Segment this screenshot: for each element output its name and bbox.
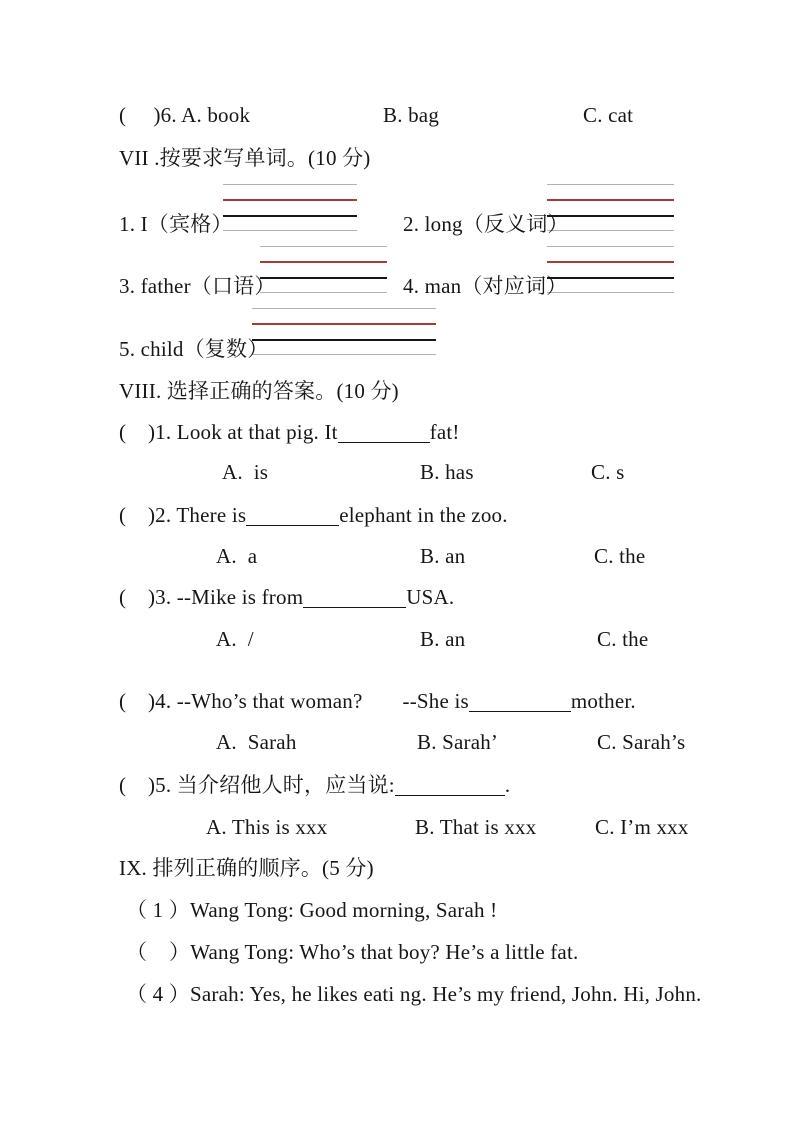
- choice-q5-pre: ( )5. 当介绍他人时，应当说:: [119, 773, 395, 797]
- choice-q3-blank: [303, 602, 406, 608]
- choice-q4-post: mother.: [570, 689, 636, 713]
- guide-line-black: [252, 339, 436, 341]
- word-item-2-label: 2. long（反义词）: [403, 212, 569, 236]
- choice-q2-option-a: A. a: [216, 544, 258, 568]
- guide-line-red: [260, 261, 387, 263]
- choice-q3-option-a: A. /: [216, 627, 254, 651]
- choice-q1-post: fat!: [429, 420, 460, 444]
- choice-q4-option-a: A. Sarah: [216, 730, 297, 754]
- writing-lines-blank-3: [260, 246, 387, 294]
- guide-line-red: [547, 199, 674, 201]
- guide-line-gray-bottom: [260, 292, 387, 293]
- choice-question-4: [119, 688, 636, 714]
- choice-question-1: [119, 419, 460, 445]
- choice-q4-pre: ( )4. --Who’s that woman?: [119, 689, 363, 713]
- choice-q1-option-a: A. is: [222, 460, 269, 484]
- choice-q3-option-b: B. an: [420, 627, 466, 651]
- choice-q5-blank: [395, 790, 505, 796]
- choice-q5-option-b: B. That is xxx: [415, 815, 537, 839]
- choice-q2-option-b: B. an: [420, 544, 466, 568]
- guide-line-red: [223, 199, 357, 201]
- choice-q2-pre: ( )2. There is: [119, 503, 247, 527]
- word-item-1-label: 1. I（宾格）: [119, 212, 233, 236]
- guide-line-gray-top: [547, 246, 674, 247]
- writing-lines-blank-1: [223, 184, 357, 232]
- guide-line-gray-top: [260, 246, 387, 247]
- guide-line-black: [260, 277, 387, 279]
- choice-q5-post: .: [504, 773, 511, 797]
- choice-q1-pre: ( )1. Look at that pig. It: [119, 420, 338, 444]
- guide-line-gray-top: [252, 308, 436, 309]
- question-6-option-c: C. cat: [583, 103, 634, 127]
- question-6-option-b: B. bag: [383, 103, 440, 127]
- choice-q3-post: USA.: [406, 585, 455, 609]
- section-9-title: IX. 排列正确的顺序。(5 分): [119, 856, 374, 880]
- choice-q4-option-c: C. Sarah’s: [597, 730, 686, 754]
- choice-q5-option-c: C. I’m xxx: [595, 815, 689, 839]
- choice-question-3: [119, 584, 454, 610]
- writing-lines-blank-5: [252, 308, 436, 356]
- guide-line-red: [547, 261, 674, 263]
- choice-q5-option-a: A. This is xxx: [206, 815, 328, 839]
- choice-q1-option-c: C. s: [591, 460, 625, 484]
- word-item-5-label: 5. child（复数）: [119, 337, 269, 361]
- choice-q1-blank: [338, 437, 430, 443]
- guide-line-red: [252, 323, 436, 325]
- ordering-item-1: （ 1 ）Wang Tong: Good morning, Sarah !: [126, 898, 498, 922]
- choice-q2-blank: [246, 520, 339, 526]
- choice-q4-mid: --She is: [402, 689, 469, 713]
- choice-q3-pre: ( )3. --Mike is from: [119, 585, 304, 609]
- ordering-item-2: （ ）Wang Tong: Who’s that boy? He’s a little fat.: [126, 940, 579, 964]
- choice-q4-blank: [469, 706, 571, 712]
- choice-question-2: [119, 502, 508, 528]
- choice-q2-post: elephant in the zoo.: [339, 503, 508, 527]
- word-item-3-label: 3. father（口语）: [119, 274, 276, 298]
- choice-q3-option-c: C. the: [597, 627, 649, 651]
- choice-q4-option-b: B. Sarah’: [417, 730, 499, 754]
- guide-line-gray-bottom: [252, 354, 436, 355]
- guide-line-gray-top: [223, 184, 357, 185]
- question-6-stem: ( )6. A. book: [119, 103, 251, 127]
- guide-line-black: [223, 215, 357, 217]
- section-8-title: VIII. 选择正确的答案。(10 分): [119, 379, 399, 403]
- choice-q2-option-c: C. the: [594, 544, 646, 568]
- choice-question-5: [119, 772, 510, 798]
- guide-line-gray-bottom: [223, 230, 357, 231]
- word-item-4-label: 4. man（对应词）: [403, 274, 568, 298]
- ordering-item-3: （ 4 ）Sarah: Yes, he likes eati ng. He’s my friend, John. Hi, John.: [126, 982, 702, 1006]
- section-7-title: VII .按要求写单词。(10 分): [119, 146, 371, 170]
- choice-q1-option-b: B. has: [420, 460, 474, 484]
- guide-line-gray-top: [547, 184, 674, 185]
